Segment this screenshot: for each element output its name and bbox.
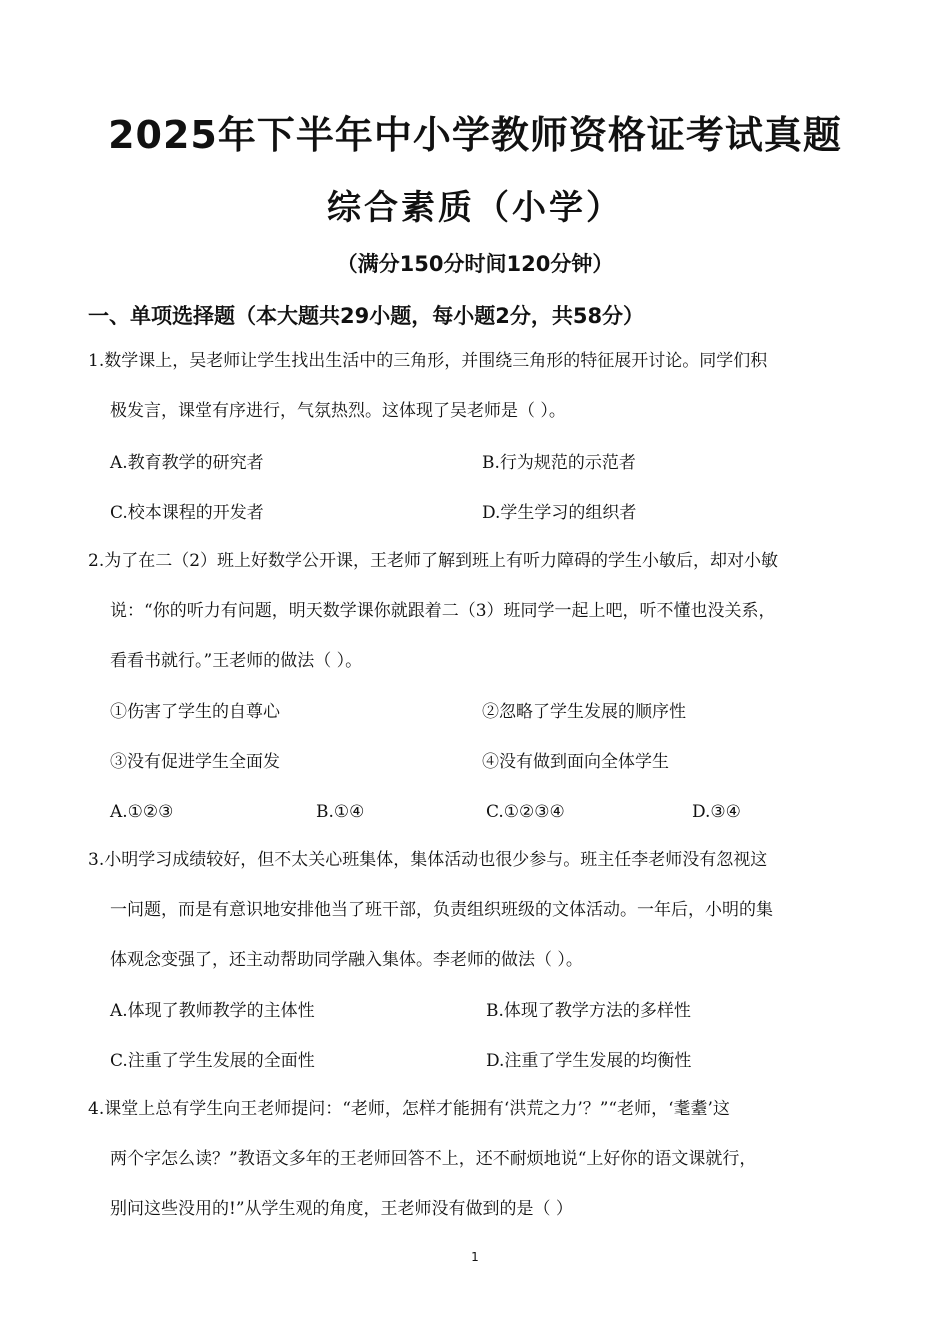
q3-option-d: D.注重了学生发展的均衡性 (486, 1051, 692, 1071)
question-2-line-3: 看看书就行。”王老师的做法（ ）。 (110, 651, 363, 671)
question-1-line-2: 极发言，课堂有序进行，气氛热烈。这体现了吴老师是（ ）。 (110, 401, 566, 421)
q3-option-b: B.体现了教学方法的多样性 (486, 1001, 691, 1021)
q2-statement-3: ③没有促进学生全面发 (110, 752, 280, 772)
q2-option-b: B.①④ (316, 802, 365, 822)
question-4-line-1: 4.课堂上总有学生向王老师提问：“老师，怎样才能拥有‘洪荒之力’？”“老师，‘耄耋’这 (88, 1099, 730, 1119)
question-3-line-1: 3.小明学习成绩较好，但不太关心班集体，集体活动也很少参与。班主任李老师没有忽视这 (88, 850, 768, 870)
q2-option-a: A.①②③ (110, 802, 174, 822)
question-3 (88, 835, 868, 985)
question-4-line-3: 别问这些没用的!”从学生观的角度，王老师没有做到的是（ ） (110, 1199, 573, 1219)
exam-title: 2025年下半年中小学教师资格证考试真题 (108, 113, 842, 157)
section-heading: 一、单项选择题（本大题共29小题，每小题2分，共58分） (88, 304, 645, 328)
score-info: （满分150分时间120分钟） (336, 252, 614, 276)
question-2-line-2: 说：“你的听力有问题，明天数学课你就跟着二（3）班同学一起上吧，听不懂也没关系， (110, 601, 776, 621)
q2-statement-2: ②忽略了学生发展的顺序性 (482, 702, 686, 722)
q3-option-c: C.注重了学生发展的全面性 (110, 1051, 315, 1071)
q3-option-a: A.体现了教师教学的主体性 (110, 1001, 315, 1021)
q2-option-c: C.①②③④ (486, 802, 565, 822)
q1-option-a: A.教育教学的研究者 (110, 453, 264, 473)
q1-option-b: B.行为规范的示范者 (482, 453, 636, 473)
question-3-line-2: 一问题，而是有意识地安排他当了班干部，负责组织班级的文体活动。一年后，小明的集 (110, 900, 773, 920)
question-4 (88, 1084, 868, 1234)
exam-subtitle: 综合素质（小学） (327, 188, 623, 228)
question-4-line-2: 两个字怎么读？”教语文多年的王老师回答不上，还不耐烦地说“上好你的语文课就行， (110, 1149, 757, 1169)
question-1-line-1: 1.数学课上，吴老师让学生找出生活中的三角形，并围绕三角形的特征展开讨论。同学们积 (88, 351, 768, 371)
q2-option-d: D.③④ (692, 802, 741, 822)
page-number: 1 (471, 1250, 479, 1264)
q2-statement-4: ④没有做到面向全体学生 (482, 752, 669, 772)
q1-option-c: C.校本课程的开发者 (110, 503, 264, 523)
q1-option-d: D.学生学习的组织者 (482, 503, 637, 523)
q2-statement-1: ①伤害了学生的自尊心 (110, 702, 280, 722)
question-1 (88, 336, 868, 436)
question-2 (88, 536, 868, 686)
question-3-line-3: 体观念变强了，还主动帮助同学融入集体。李老师的做法（ ）。 (110, 950, 583, 970)
question-2-line-1: 2.为了在二（2）班上好数学公开课，王老师了解到班上有听力障碍的学生小敏后，却对小敏 (88, 551, 779, 571)
